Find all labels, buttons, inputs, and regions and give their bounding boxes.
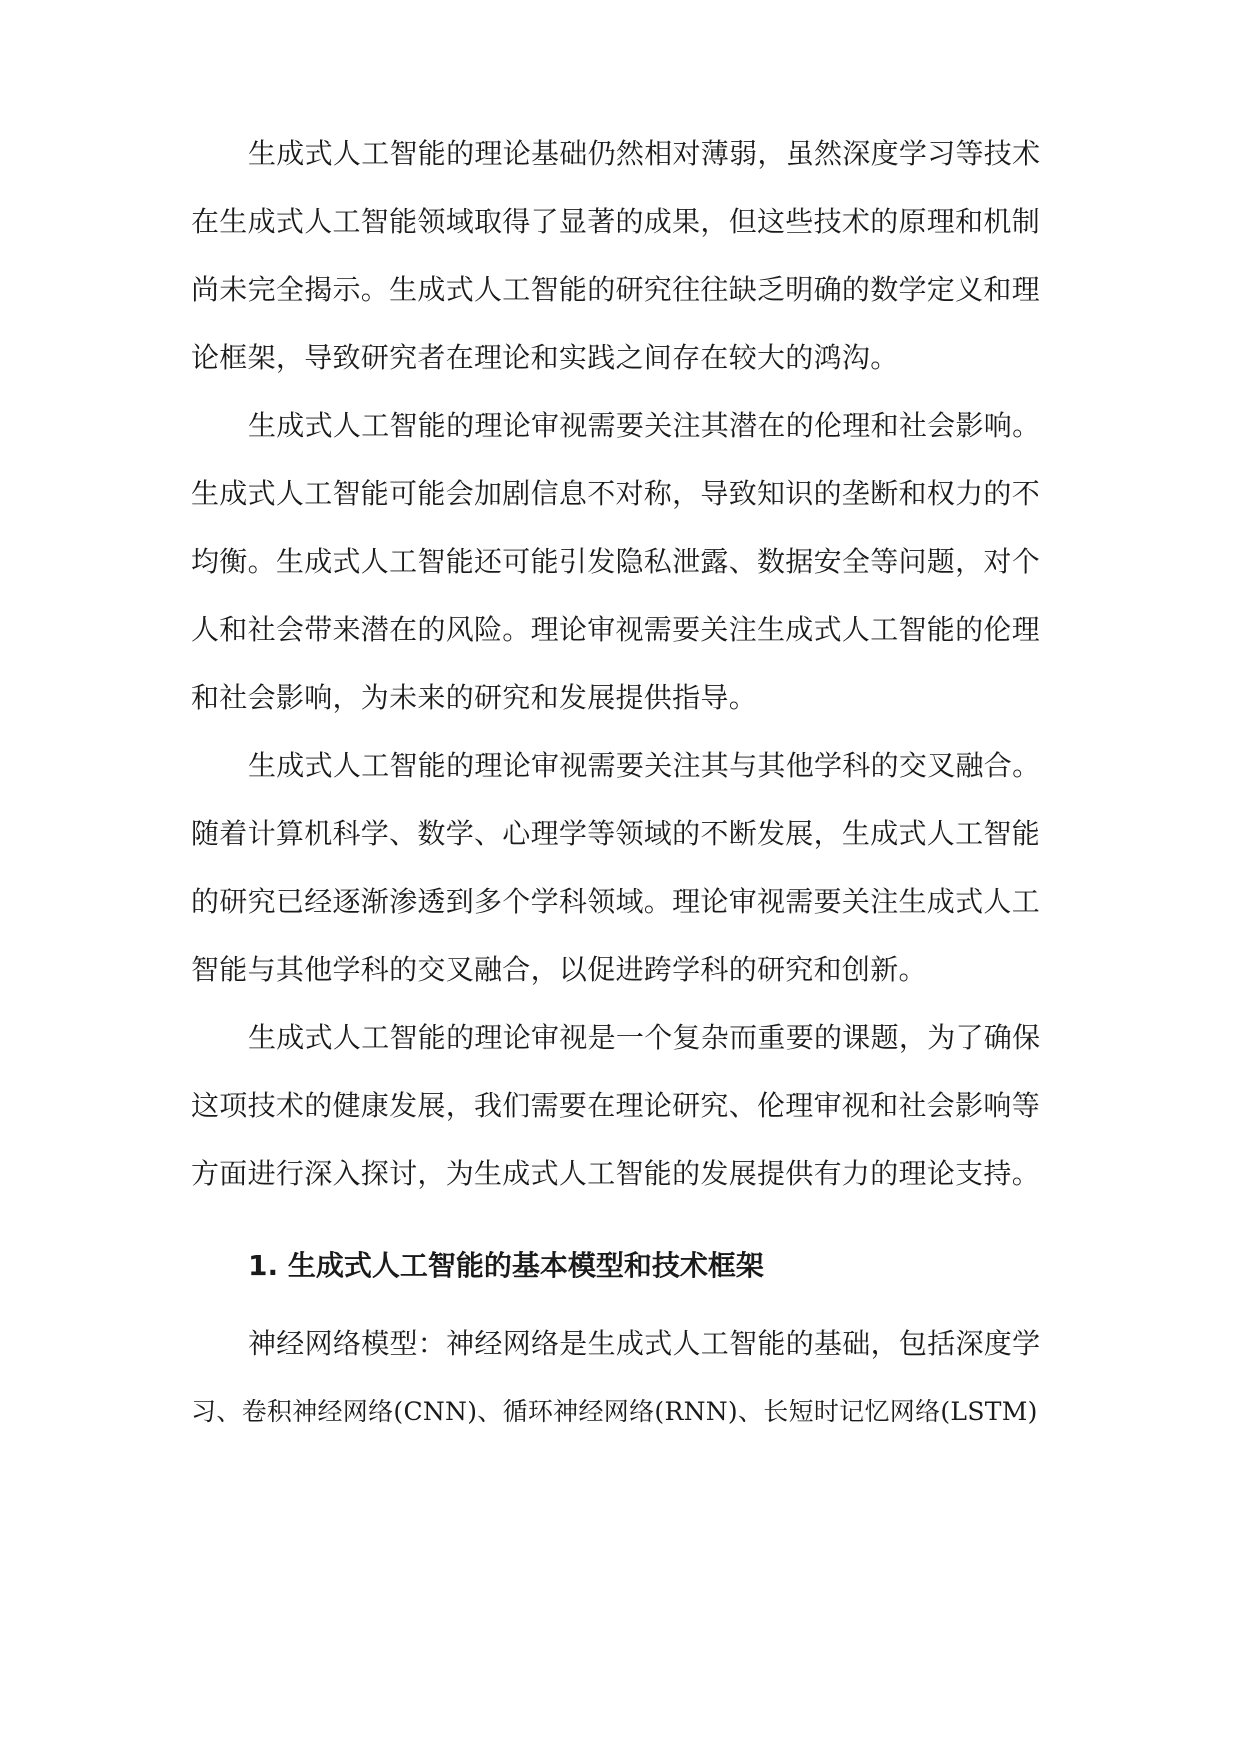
text-line: 神经网络模型：神经网络是生成式人工智能的基础，包括深度学	[248, 1327, 1041, 1360]
text-line: 和社会影响，为未来的研究和发展提供指导。	[191, 681, 758, 714]
section-heading: 1. 生成式人工智能的基本模型和技术框架	[248, 1249, 764, 1282]
text-line: 尚未完全揭示。生成式人工智能的研究往往缺乏明确的数学定义和理	[191, 273, 1041, 306]
text-line: 均衡。生成式人工智能还可能引发隐私泄露、数据安全等问题，对个	[191, 545, 1041, 578]
text-line: 随着计算机科学、数学、心理学等领域的不断发展，生成式人工智能	[191, 817, 1041, 850]
text-line: 习、卷积神经网络(CNN)、循环神经网络(RNN)、长短时记忆网络(LSTM)	[191, 1397, 1038, 1426]
text-line: 论框架，导致研究者在理论和实践之间存在较大的鸿沟。	[191, 341, 899, 374]
text-line: 生成式人工智能的理论审视是一个复杂而重要的课题，为了确保	[248, 1021, 1041, 1054]
text-line: 生成式人工智能的理论基础仍然相对薄弱，虽然深度学习等技术	[248, 137, 1041, 170]
text-line: 的研究已经逐渐渗透到多个学科领域。理论审视需要关注生成式人工	[191, 885, 1041, 918]
text-line: 生成式人工智能可能会加剧信息不对称，导致知识的垄断和权力的不	[191, 477, 1041, 510]
text-line: 生成式人工智能的理论审视需要关注其与其他学科的交叉融合。	[248, 749, 1041, 782]
text-line: 这项技术的健康发展，我们需要在理论研究、伦理审视和社会影响等	[191, 1089, 1041, 1122]
text-line: 方面进行深入探讨，为生成式人工智能的发展提供有力的理论支持。	[191, 1157, 1041, 1190]
text-line: 智能与其他学科的交叉融合，以促进跨学科的研究和创新。	[191, 953, 927, 986]
text-line: 在生成式人工智能领域取得了显著的成果，但这些技术的原理和机制	[191, 205, 1041, 238]
text-line: 人和社会带来潜在的风险。理论审视需要关注生成式人工智能的伦理	[191, 613, 1041, 646]
text-line: 生成式人工智能的理论审视需要关注其潜在的伦理和社会影响。	[248, 409, 1041, 442]
